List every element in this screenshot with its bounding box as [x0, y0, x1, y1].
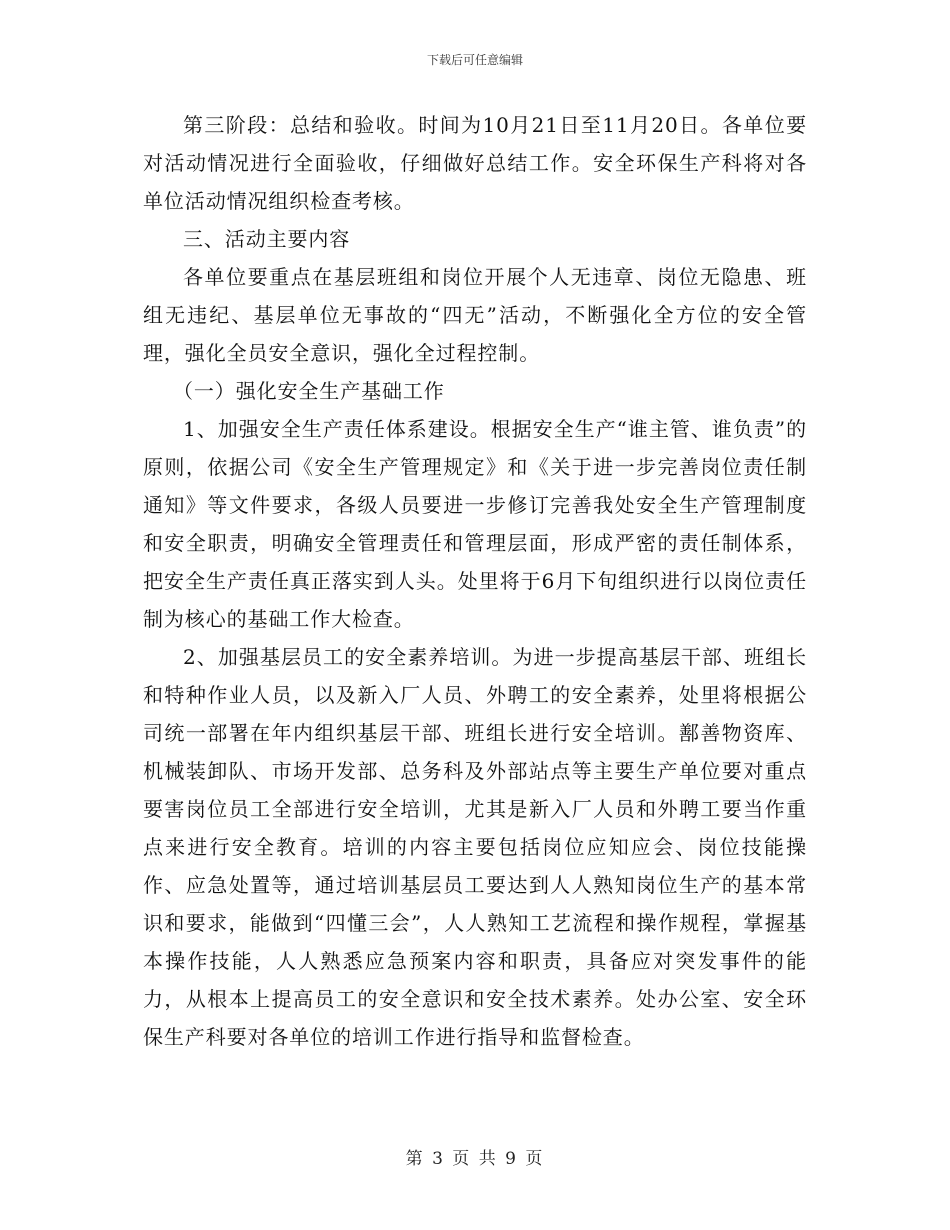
paragraph-responsibility-system: 1、加强安全生产责任体系建设。根据安全生产“谁主管、谁负责”的原则，依据公司《安全生产管理规定》和《关于进一步完善岗位责任制通知》等文件要求，各级人员要进一步修订完善我处安全生产管理制度和安全职责，明确安全管理责任和管理层面，形成严密的责任制体系，把安全生产责任真正落实到人头。处里将于6月下旬组织进行以岗位责任制为核心的基础工作大检查。	[143, 417, 807, 631]
page-footer: 第 3 页 共 9 页	[405, 1149, 545, 1169]
paragraph-safety-training: 2、加强基层员工的安全素养培训。为进一步提高基层干部、班组长和特种作业人员，以及新入厂人员、外聘工的安全素养，处里将根据公司统一部署在年内组织基层干部、班组长进行安全培训。鄯善物资库、机械装卸队、市场开发部、总务科及外部站点等主要生产单位要对重点要害岗位员工全部进行安全培训，尤其是新入厂人员和外聘工要当作重点来进行安全教育。培训的内容主要包括岗位应知应会、岗位技能操作、应急处置等，通过培训基层员工要达到人人熟知岗位生产的基本常识和要求，能做到“四懂三会”，人人熟知工艺流程和操作规程，掌握基本操作技能，人人熟悉应急预案内容和职责，具备应对突发事件的能力，从根本上提高员工的安全意识和安全技术素养。处办公室、安全环保生产科要对各单位的培训工作进行指导和监督检查。	[143, 645, 807, 1049]
paragraph-four-none-activity: 各单位要重点在基层班组和岗位开展个人无违章、岗位无隐患、班组无违纪、基层单位无事故的“四无”活动，不断强化全方位的安全管理，强化全员安全意识，强化全过程控制。	[143, 265, 807, 365]
paragraph-stage-three: 第三阶段：总结和验收。时间为10月21日至11月20日。各单位要对活动情况进行全面验收，仔细做好总结工作。安全环保生产科将对各单位活动情况组织检查考核。	[143, 113, 807, 213]
subsection-heading-safety-basics: （一）强化安全生产基础工作	[173, 379, 445, 403]
section-heading-main-content: 三、活动主要内容	[183, 227, 351, 251]
document-body	[143, 106, 807, 1056]
page-header: 下载后可任意编辑	[426, 53, 523, 67]
